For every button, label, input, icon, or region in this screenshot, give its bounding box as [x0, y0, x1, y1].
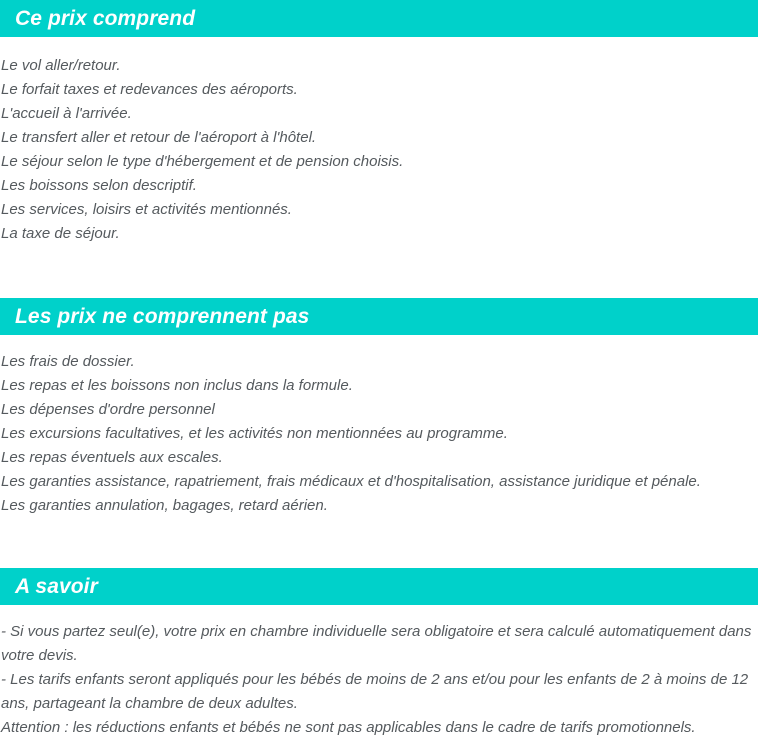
list-item: Les repas et les boissons non inclus dans la formule. [1, 377, 353, 394]
list-item: Les excursions facultatives, et les activités non mentionnées au programme. [1, 425, 508, 442]
section-header-good-to-know [0, 568, 758, 605]
list-item: - Si vous partez seul(e), votre prix en chambre individuelle sera obligatoire et sera calculé automatiquement dans votre devis. [1, 623, 752, 664]
list-item: La taxe de séjour. [1, 225, 120, 242]
list-item: Le forfait taxes et redevances des aéroports. [1, 81, 298, 98]
spacer [0, 37, 758, 54]
list-item: Les dépenses d'ordre personnel [1, 401, 215, 418]
section-header-included [0, 0, 758, 37]
section-body-not-included [0, 350, 758, 518]
spacer [0, 335, 758, 350]
list-item: L'accueil à l'arrivée. [1, 105, 132, 122]
section-body-good-to-know [0, 620, 758, 740]
section-title-good-to-know: A savoir [15, 575, 98, 598]
list-item: Les garanties annulation, bagages, retard aérien. [1, 497, 328, 514]
list-item: Les repas éventuels aux escales. [1, 449, 223, 466]
section-body-included [0, 54, 758, 246]
list-item: Les services, loisirs et activités mentionnés. [1, 201, 292, 218]
section-title-not-included: Les prix ne comprennent pas [15, 305, 310, 328]
spacer [0, 246, 758, 298]
section-header-not-included [0, 298, 758, 335]
list-item: Les frais de dossier. [1, 353, 135, 370]
list-item: Le transfert aller et retour de l'aéroport à l'hôtel. [1, 129, 317, 146]
section-title-included: Ce prix comprend [15, 7, 196, 30]
list-item: Le vol aller/retour. [1, 57, 121, 74]
list-item: Les garanties assistance, rapatriement, frais médicaux et d'hospitalisation, assistance juridique et pénale. [1, 473, 701, 490]
list-item: Attention : les réductions enfants et bébés ne sont pas applicables dans le cadre de tarifs promotionnels. [1, 719, 696, 736]
spacer [0, 605, 758, 620]
spacer [0, 518, 758, 568]
list-item: - Les tarifs enfants seront appliqués pour les bébés de moins de 2 ans et/ou pour les enfants de 2 à moins de 12 ans, partageant la chambre de deux adultes. [1, 671, 749, 712]
list-item: Les boissons selon descriptif. [1, 177, 197, 194]
list-item: Le séjour selon le type d'hébergement et de pension choisis. [1, 153, 404, 170]
